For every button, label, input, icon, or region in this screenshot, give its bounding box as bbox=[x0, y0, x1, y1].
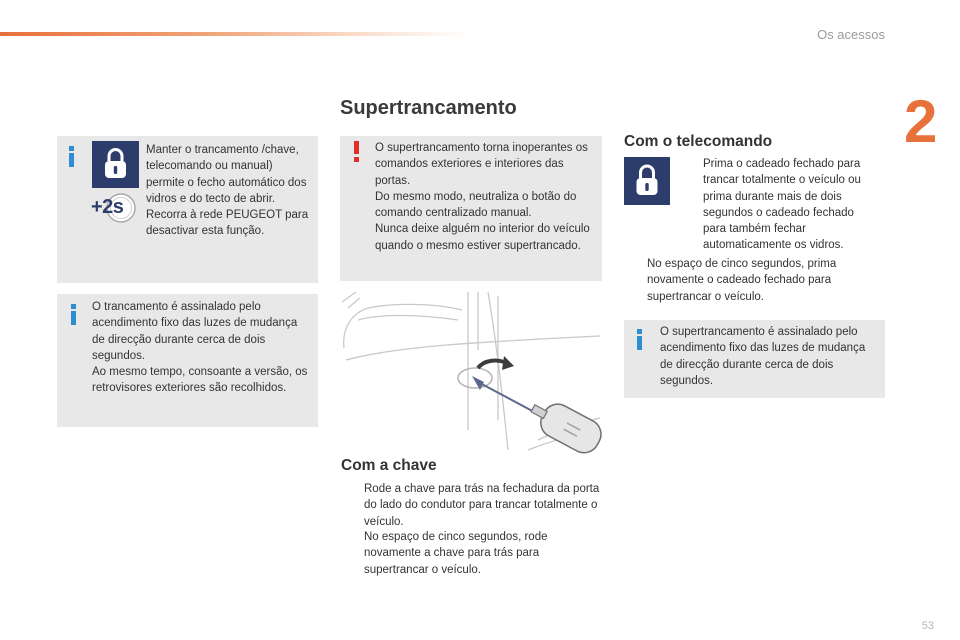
list-item bbox=[680, 156, 880, 254]
note-text: O supertrancamento é assinalado pelo acendimento fixo das luzes de mudança de direcção durante cerca de dois segundos. bbox=[660, 326, 866, 387]
list-item-text: No espaço de cinco segundos, rode novamente a chave para trás para supertrancar o veículo. bbox=[364, 531, 548, 576]
info-icon bbox=[65, 146, 79, 168]
info-note-automatic-closing bbox=[57, 136, 318, 283]
list-item bbox=[341, 529, 601, 578]
info-note-locking-signal bbox=[57, 294, 318, 427]
hold-duration-badge bbox=[91, 191, 139, 225]
section-heading-remote: Com o telecomando bbox=[624, 133, 773, 150]
list-item-text: Prima o cadeado fechado para trancar totalmente o veículo ou prima durante mais de dois segundos o cadeado fechado para também fechar automaticamente os vidros. bbox=[703, 158, 861, 252]
warning-note-supertrancamento bbox=[340, 136, 602, 281]
info-note-supertrancamento-signal bbox=[624, 320, 885, 398]
header-accent-bar bbox=[0, 32, 470, 36]
info-icon bbox=[67, 304, 81, 326]
note-text: Manter o trancamento /chave, telecomando ou manual) permite o fecho automático dos vidros e do tecto de abrir. Recorra à rede PEUGEOT para desactivar esta função. bbox=[146, 144, 309, 238]
list-item-text: No espaço de cinco segundos, prima novamente o cadeado fechado para supertrancar o veículo. bbox=[647, 258, 837, 303]
list-item-text: Rode a chave para trás na fechadura da porta do lado do condutor para trancar totalmente o veículo. bbox=[364, 483, 600, 528]
list-item bbox=[341, 481, 601, 530]
page-title: Supertrancamento bbox=[340, 97, 517, 119]
warning-icon bbox=[352, 141, 362, 163]
info-icon bbox=[633, 329, 647, 351]
page-number: 53 bbox=[921, 620, 934, 632]
chapter-number: 2 bbox=[904, 88, 938, 155]
warning-text: O supertrancamento torna inoperantes os comandos exteriores e interiores das portas. Do mesmo modo, neutraliza o botão do comando centralizado manual. Nunca deixe alguém no interior do veículo quando o mesmo estiver supertrancado. bbox=[375, 142, 590, 252]
section-heading-key: Com a chave bbox=[341, 457, 437, 474]
door-key-illustration bbox=[338, 290, 602, 455]
lock-button-icon bbox=[624, 157, 670, 205]
hold-duration-label: +2s bbox=[91, 196, 124, 218]
list-item bbox=[624, 256, 864, 305]
note-text: O trancamento é assinalado pelo acendimento fixo das luzes de mudança de direcção durante cerca de dois segundos. Ao mesmo tempo, consoante a versão, os retrovisores exteriores são recolhidos. bbox=[92, 301, 308, 395]
lock-button-icon bbox=[92, 141, 139, 188]
section-name: Os acessos bbox=[817, 27, 885, 42]
